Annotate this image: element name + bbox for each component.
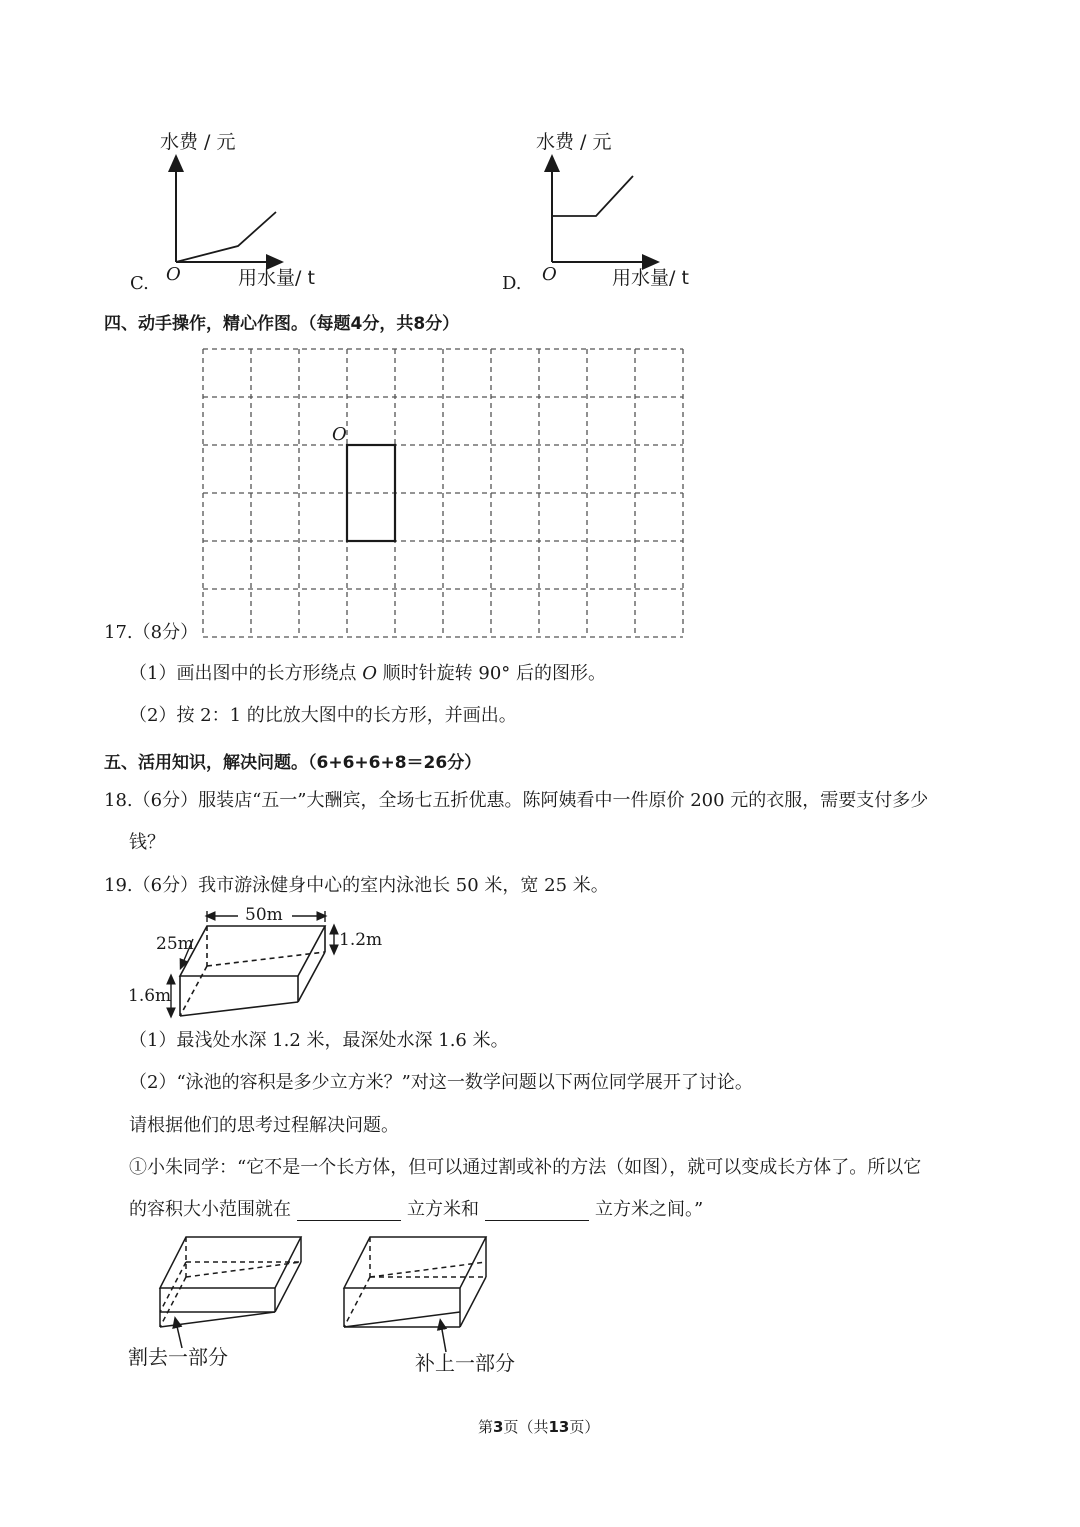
graph-c-origin: O [166,264,181,285]
q19-circle1-line2-b: 立方米和 [407,1199,479,1220]
graph-c-ylabel: 水费 / 元 [160,131,236,153]
q18-line2: 钱？ [129,832,165,853]
footer-total: 13 [548,1418,570,1436]
footer-mid: 页（共 [503,1418,549,1436]
q19-instruction: 请根据他们的思考过程解决问题。 [129,1115,399,1136]
q19-sub2: （2）“泳池的容积是多少立方米？”对这一数学问题以下两位同学展开了讨论。 [129,1072,753,1093]
footer-prefix: 第 [478,1418,494,1436]
q17-label: 17.（8分） [104,622,199,643]
graph-d-origin: O [542,264,557,285]
q17-point-o: O [332,424,347,445]
graph-d-ylabel: 水费 / 元 [536,131,612,153]
q19-circle1-line2-c: 立方米之间。” [595,1199,704,1220]
footer-page: 3 [493,1418,504,1436]
q18-line1: 18.（6分）服装店“五一”大酬宾，全场七五折优惠。陈阿姨看中一件原价 200 元的衣服，需要支付多少 [104,790,929,811]
section5-heading: 五、活用知识，解决问题。（6+6+6+8＝26分） [104,753,482,773]
q19-caption-cut: 割去一部分 [128,1345,228,1369]
q19-fig-length: 50m [245,905,283,925]
section4-heading: 四、动手操作，精心作图。（每题4分，共8分） [104,314,460,334]
q19-caption-add: 补上一部分 [415,1351,515,1375]
q19-fig-width: 25m [156,934,194,954]
q17-sub1-pre: （1）画出图中的长方形绕点 [129,663,363,684]
q19-fig-shallow: 1.2m [339,930,383,950]
graph-d-xlabel: 用水量/ t [612,267,689,289]
q17-sub1-point: O [362,663,377,684]
q19-fig-deep: 1.6m [128,986,172,1006]
q17-sub1-post: 顺时针旋转 90° 后的图形。 [376,663,607,684]
q19-line1: 19.（6分）我市游泳健身中心的室内泳池长 50 米，宽 25 米。 [104,875,609,896]
q19-sub1: （1）最浅处水深 1.2 米，最深处水深 1.6 米。 [129,1030,509,1051]
footer-suffix: 页） [569,1418,600,1436]
q17-sub2: （2）按 2：1 的比放大图中的长方形，并画出。 [129,705,517,726]
graph-c-xlabel: 用水量/ t [238,267,315,289]
q19-circle1-line2-a: 的容积大小范围就在 [129,1199,291,1220]
q19-circle1-line1: ①小朱同学：“它不是一个长方体，但可以通过割或补的方法（如图），就可以变成长方体了。所以它 [129,1157,922,1178]
page-footer [478,1416,599,1437]
graph-d-option: D. [502,273,522,294]
graph-c-option: C. [130,273,149,294]
